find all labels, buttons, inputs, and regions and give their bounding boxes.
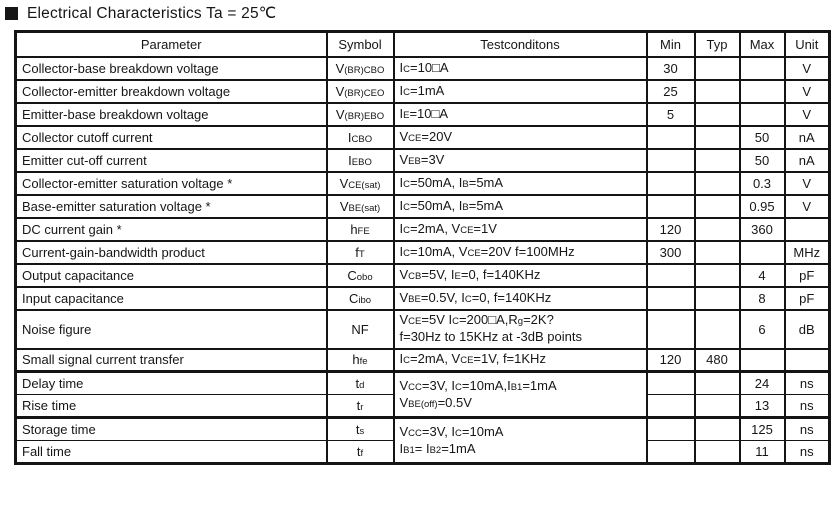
parameter-cell: DC current gain *	[16, 218, 327, 241]
parameter-cell: Rise time	[16, 395, 327, 418]
section-title-text: Electrical Characteristics Ta = 25℃	[27, 5, 277, 22]
max-cell: 8	[740, 287, 785, 310]
header-symbol: Symbol	[327, 32, 394, 57]
header-min: Min	[647, 32, 695, 57]
unit-cell: pF	[785, 264, 830, 287]
typ-cell	[695, 195, 740, 218]
header-typ: Typ	[695, 32, 740, 57]
max-cell	[740, 241, 785, 264]
max-cell: 4	[740, 264, 785, 287]
typ-cell	[695, 418, 740, 441]
table-row	[16, 80, 830, 103]
unit-cell: pF	[785, 287, 830, 310]
parameter-cell: Fall time	[16, 441, 327, 464]
conditions-cell: VCE=5V IC=200□A,Rg=2K? f=30Hz to 15KHz at -3dB points	[394, 310, 647, 349]
symbol-cell: ICBO	[327, 126, 394, 149]
max-cell: 13	[740, 395, 785, 418]
typ-cell	[695, 80, 740, 103]
min-cell: 5	[647, 103, 695, 126]
min-cell	[647, 310, 695, 349]
max-cell	[740, 80, 785, 103]
table-row	[16, 418, 830, 441]
symbol-cell: V(BR)CEO	[327, 80, 394, 103]
typ-cell	[695, 57, 740, 80]
conditions-cell: VEB=3V	[394, 149, 647, 172]
min-cell	[647, 264, 695, 287]
parameter-cell: Collector-emitter saturation voltage *	[16, 172, 327, 195]
max-cell	[740, 349, 785, 372]
unit-cell: MHz	[785, 241, 830, 264]
unit-cell: ns	[785, 372, 830, 395]
symbol-cell: Cibo	[327, 287, 394, 310]
table-row	[16, 103, 830, 126]
typ-cell	[695, 395, 740, 418]
table-row	[16, 349, 830, 372]
conditions-cell: IC=50mA, IB=5mA	[394, 172, 647, 195]
typ-cell	[695, 287, 740, 310]
unit-cell: V	[785, 172, 830, 195]
min-cell	[647, 172, 695, 195]
parameter-cell: Noise figure	[16, 310, 327, 349]
symbol-cell: VBE(sat)	[327, 195, 394, 218]
symbol-cell: V(BR)EBO	[327, 103, 394, 126]
table-header	[16, 32, 830, 57]
max-cell: 50	[740, 149, 785, 172]
table-row	[16, 287, 830, 310]
max-cell: 6	[740, 310, 785, 349]
parameter-cell: Collector-base breakdown voltage	[16, 57, 327, 80]
unit-cell: ns	[785, 395, 830, 418]
table-row	[16, 264, 830, 287]
symbol-cell: Cobo	[327, 264, 394, 287]
typ-cell	[695, 264, 740, 287]
header-parameter: Parameter	[16, 32, 327, 57]
min-cell	[647, 149, 695, 172]
max-cell: 0.95	[740, 195, 785, 218]
min-cell	[647, 441, 695, 464]
min-cell	[647, 418, 695, 441]
conditions-cell: IC=2mA, VCE=1V, f=1KHz	[394, 349, 647, 372]
header-unit: Unit	[785, 32, 830, 57]
table-row	[16, 310, 830, 349]
parameter-cell: Collector-emitter breakdown voltage	[16, 80, 327, 103]
conditions-cell: VCC=3V, IC=10mA IB1= IB2=1mA	[394, 418, 647, 464]
table-row	[16, 372, 830, 395]
typ-cell	[695, 149, 740, 172]
max-cell: 360	[740, 218, 785, 241]
parameter-cell: Storage time	[16, 418, 327, 441]
unit-cell	[785, 218, 830, 241]
typ-cell	[695, 310, 740, 349]
max-cell: 0.3	[740, 172, 785, 195]
symbol-cell: hFE	[327, 218, 394, 241]
unit-cell: nA	[785, 126, 830, 149]
symbol-cell: fT	[327, 241, 394, 264]
min-cell: 30	[647, 57, 695, 80]
unit-cell: V	[785, 80, 830, 103]
header-max: Max	[740, 32, 785, 57]
unit-cell: V	[785, 103, 830, 126]
unit-cell: dB	[785, 310, 830, 349]
parameter-cell: Base-emitter saturation voltage *	[16, 195, 327, 218]
conditions-cell: VCB=5V, IE=0, f=140KHz	[394, 264, 647, 287]
symbol-cell: td	[327, 372, 394, 395]
symbol-cell: V(BR)CBO	[327, 57, 394, 80]
parameter-cell: Small signal current transfer	[16, 349, 327, 372]
max-cell: 24	[740, 372, 785, 395]
typ-cell	[695, 103, 740, 126]
unit-cell: V	[785, 57, 830, 80]
min-cell	[647, 126, 695, 149]
unit-cell: ns	[785, 418, 830, 441]
typ-cell	[695, 172, 740, 195]
section-title	[5, 4, 838, 23]
conditions-cell: IC=50mA, IB=5mA	[394, 195, 647, 218]
conditions-cell: VCE=20V	[394, 126, 647, 149]
min-cell: 120	[647, 218, 695, 241]
parameter-cell: Emitter-base breakdown voltage	[16, 103, 327, 126]
typ-cell	[695, 218, 740, 241]
min-cell: 300	[647, 241, 695, 264]
typ-cell: 480	[695, 349, 740, 372]
table-header-row	[16, 32, 830, 57]
symbol-cell: VCE(sat)	[327, 172, 394, 195]
symbol-cell: tf	[327, 441, 394, 464]
unit-cell	[785, 349, 830, 372]
symbol-cell: NF	[327, 310, 394, 349]
conditions-cell: IE=10□A	[394, 103, 647, 126]
table-row	[16, 195, 830, 218]
parameter-cell: Delay time	[16, 372, 327, 395]
table-row	[16, 241, 830, 264]
symbol-cell: IEBO	[327, 149, 394, 172]
conditions-cell: IC=1mA	[394, 80, 647, 103]
conditions-cell: IC=10□A	[394, 57, 647, 80]
parameter-cell: Collector cutoff current	[16, 126, 327, 149]
typ-cell	[695, 441, 740, 464]
min-cell	[647, 287, 695, 310]
symbol-cell: hfe	[327, 349, 394, 372]
parameter-cell: Emitter cut-off current	[16, 149, 327, 172]
section-square-icon	[5, 7, 18, 20]
max-cell	[740, 103, 785, 126]
min-cell	[647, 395, 695, 418]
conditions-cell: IC=2mA, VCE=1V	[394, 218, 647, 241]
parameter-cell: Current-gain-bandwidth product	[16, 241, 327, 264]
table-row	[16, 57, 830, 80]
max-cell: 50	[740, 126, 785, 149]
parameter-cell: Input capacitance	[16, 287, 327, 310]
conditions-cell: VBE=0.5V, IC=0, f=140KHz	[394, 287, 647, 310]
unit-cell: V	[785, 195, 830, 218]
table-row	[16, 149, 830, 172]
symbol-cell: ts	[327, 418, 394, 441]
min-cell: 120	[647, 349, 695, 372]
table-row	[16, 218, 830, 241]
table-row	[16, 172, 830, 195]
symbol-cell: tr	[327, 395, 394, 418]
typ-cell	[695, 241, 740, 264]
parameter-cell: Output capacitance	[16, 264, 327, 287]
max-cell: 125	[740, 418, 785, 441]
max-cell	[740, 57, 785, 80]
min-cell: 25	[647, 80, 695, 103]
conditions-cell: IC=10mA, VCE=20V f=100MHz	[394, 241, 647, 264]
table-row	[16, 126, 830, 149]
conditions-cell: VCC=3V, IC=10mA,IB1=1mA VBE(off)=0.5V	[394, 372, 647, 418]
header-testconditions: Testconditons	[394, 32, 647, 57]
table-body	[16, 57, 830, 464]
max-cell: 11	[740, 441, 785, 464]
unit-cell: nA	[785, 149, 830, 172]
electrical-characteristics-table	[14, 30, 831, 465]
unit-cell: ns	[785, 441, 830, 464]
typ-cell	[695, 126, 740, 149]
min-cell	[647, 195, 695, 218]
min-cell	[647, 372, 695, 395]
typ-cell	[695, 372, 740, 395]
